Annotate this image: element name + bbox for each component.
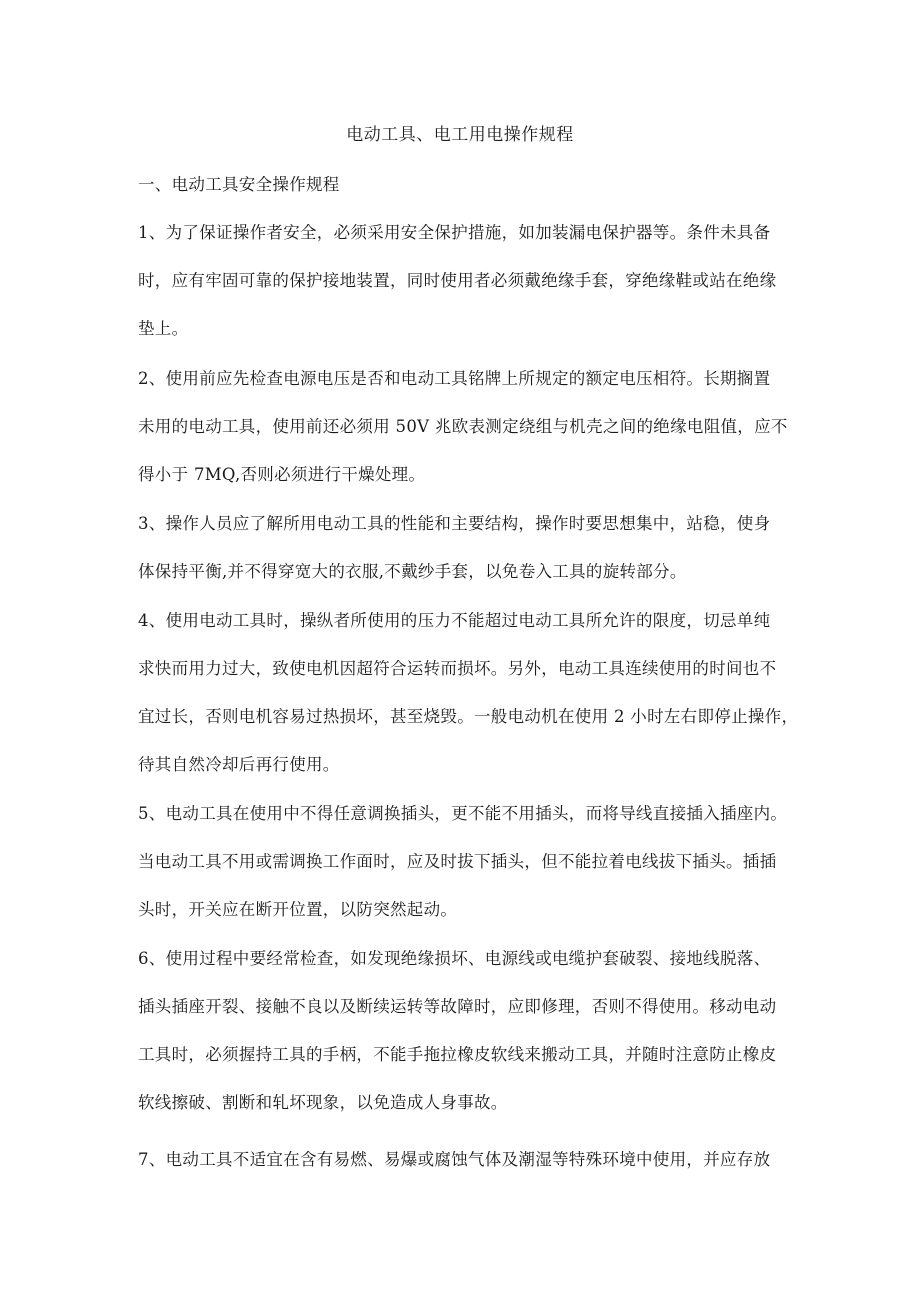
paragraph-line: 4、使用电动工具时，操纵者所使用的压力不能超过电动工具所允许的限度，切忌单纯 [138, 611, 771, 630]
paragraph-line: 得小于 7MQ,否则必须进行干燥处理。 [138, 465, 426, 484]
section-heading: 一、电动工具安全操作规程 [138, 175, 340, 194]
paragraph-line: 时，应有牢固可靠的保护接地装置，同时使用者必须戴绝缘手套，穿绝缘鞋或站在绝缘 [138, 271, 777, 290]
paragraph-line: 1、为了保证操作者安全，必须采用安全保护措施，如加装漏电保护器等。条件未具备 [138, 223, 771, 242]
paragraph-line: 软线擦破、割断和轧坏现象，以免造成人身事故。 [138, 1093, 508, 1112]
paragraph-line: 垫上。 [138, 319, 189, 338]
paragraph-line: 2、使用前应先检查电源电压是否和电动工具铭牌上所规定的额定电压相符。长期搁置 [138, 369, 771, 388]
paragraph-line: 宜过长，否则电机容易过热损坏，甚至烧毁。一般电动机在使用 2 小时左右即停止操作， [138, 707, 799, 726]
paragraph-line: 插头插座开裂、接触不良以及断续运转等故障时，应即修理，否则不得使用。移动电动 [138, 997, 777, 1016]
paragraph-line: 3、操作人员应了解所用电动工具的性能和主要结构，操作时要思想集中，站稳，使身 [138, 514, 771, 533]
paragraph-line: 当电动工具不用或需调换工作面时，应及时拔下插头，但不能拉着电线拔下插头。插插 [138, 852, 777, 871]
paragraph-line: 5、电动工具在使用中不得任意调换插头，更不能不用插头，而将导线直接插入插座内。 [138, 804, 788, 823]
paragraph-line: 求快而用力过大，致使电机因超符合运转而损坏。另外，电动工具连续使用的时间也不 [138, 659, 777, 678]
paragraph-line: 头时，开关应在断开位置，以防突然起动。 [138, 900, 458, 919]
paragraph-line: 未用的电动工具，使用前还必须用 50V 兆欧表测定绕组与机壳之间的绝缘电阻值，应不 [138, 417, 788, 436]
paragraph-line: 待其自然冷却后再行使用。 [138, 755, 340, 774]
paragraph-line: 体保持平衡,并不得穿宽大的衣服,不戴纱手套，以免卷入工具的旋转部分。 [138, 562, 687, 581]
document-title: 电动工具、电工用电操作规程 [346, 125, 574, 145]
paragraph-line: 工具时，必须握持工具的手柄，不能手拖拉橡皮软线来搬动工具，并随时注意防止橡皮 [138, 1045, 777, 1064]
paragraph-line: 7、电动工具不适宜在含有易燃、易爆或腐蚀气体及潮湿等特殊环境中使用，并应存放 [138, 1150, 771, 1169]
paragraph-line: 6、使用过程中要经常检查，如发现绝缘损坏、电源线或电缆护套破裂、接地线脱落、 [138, 949, 771, 968]
